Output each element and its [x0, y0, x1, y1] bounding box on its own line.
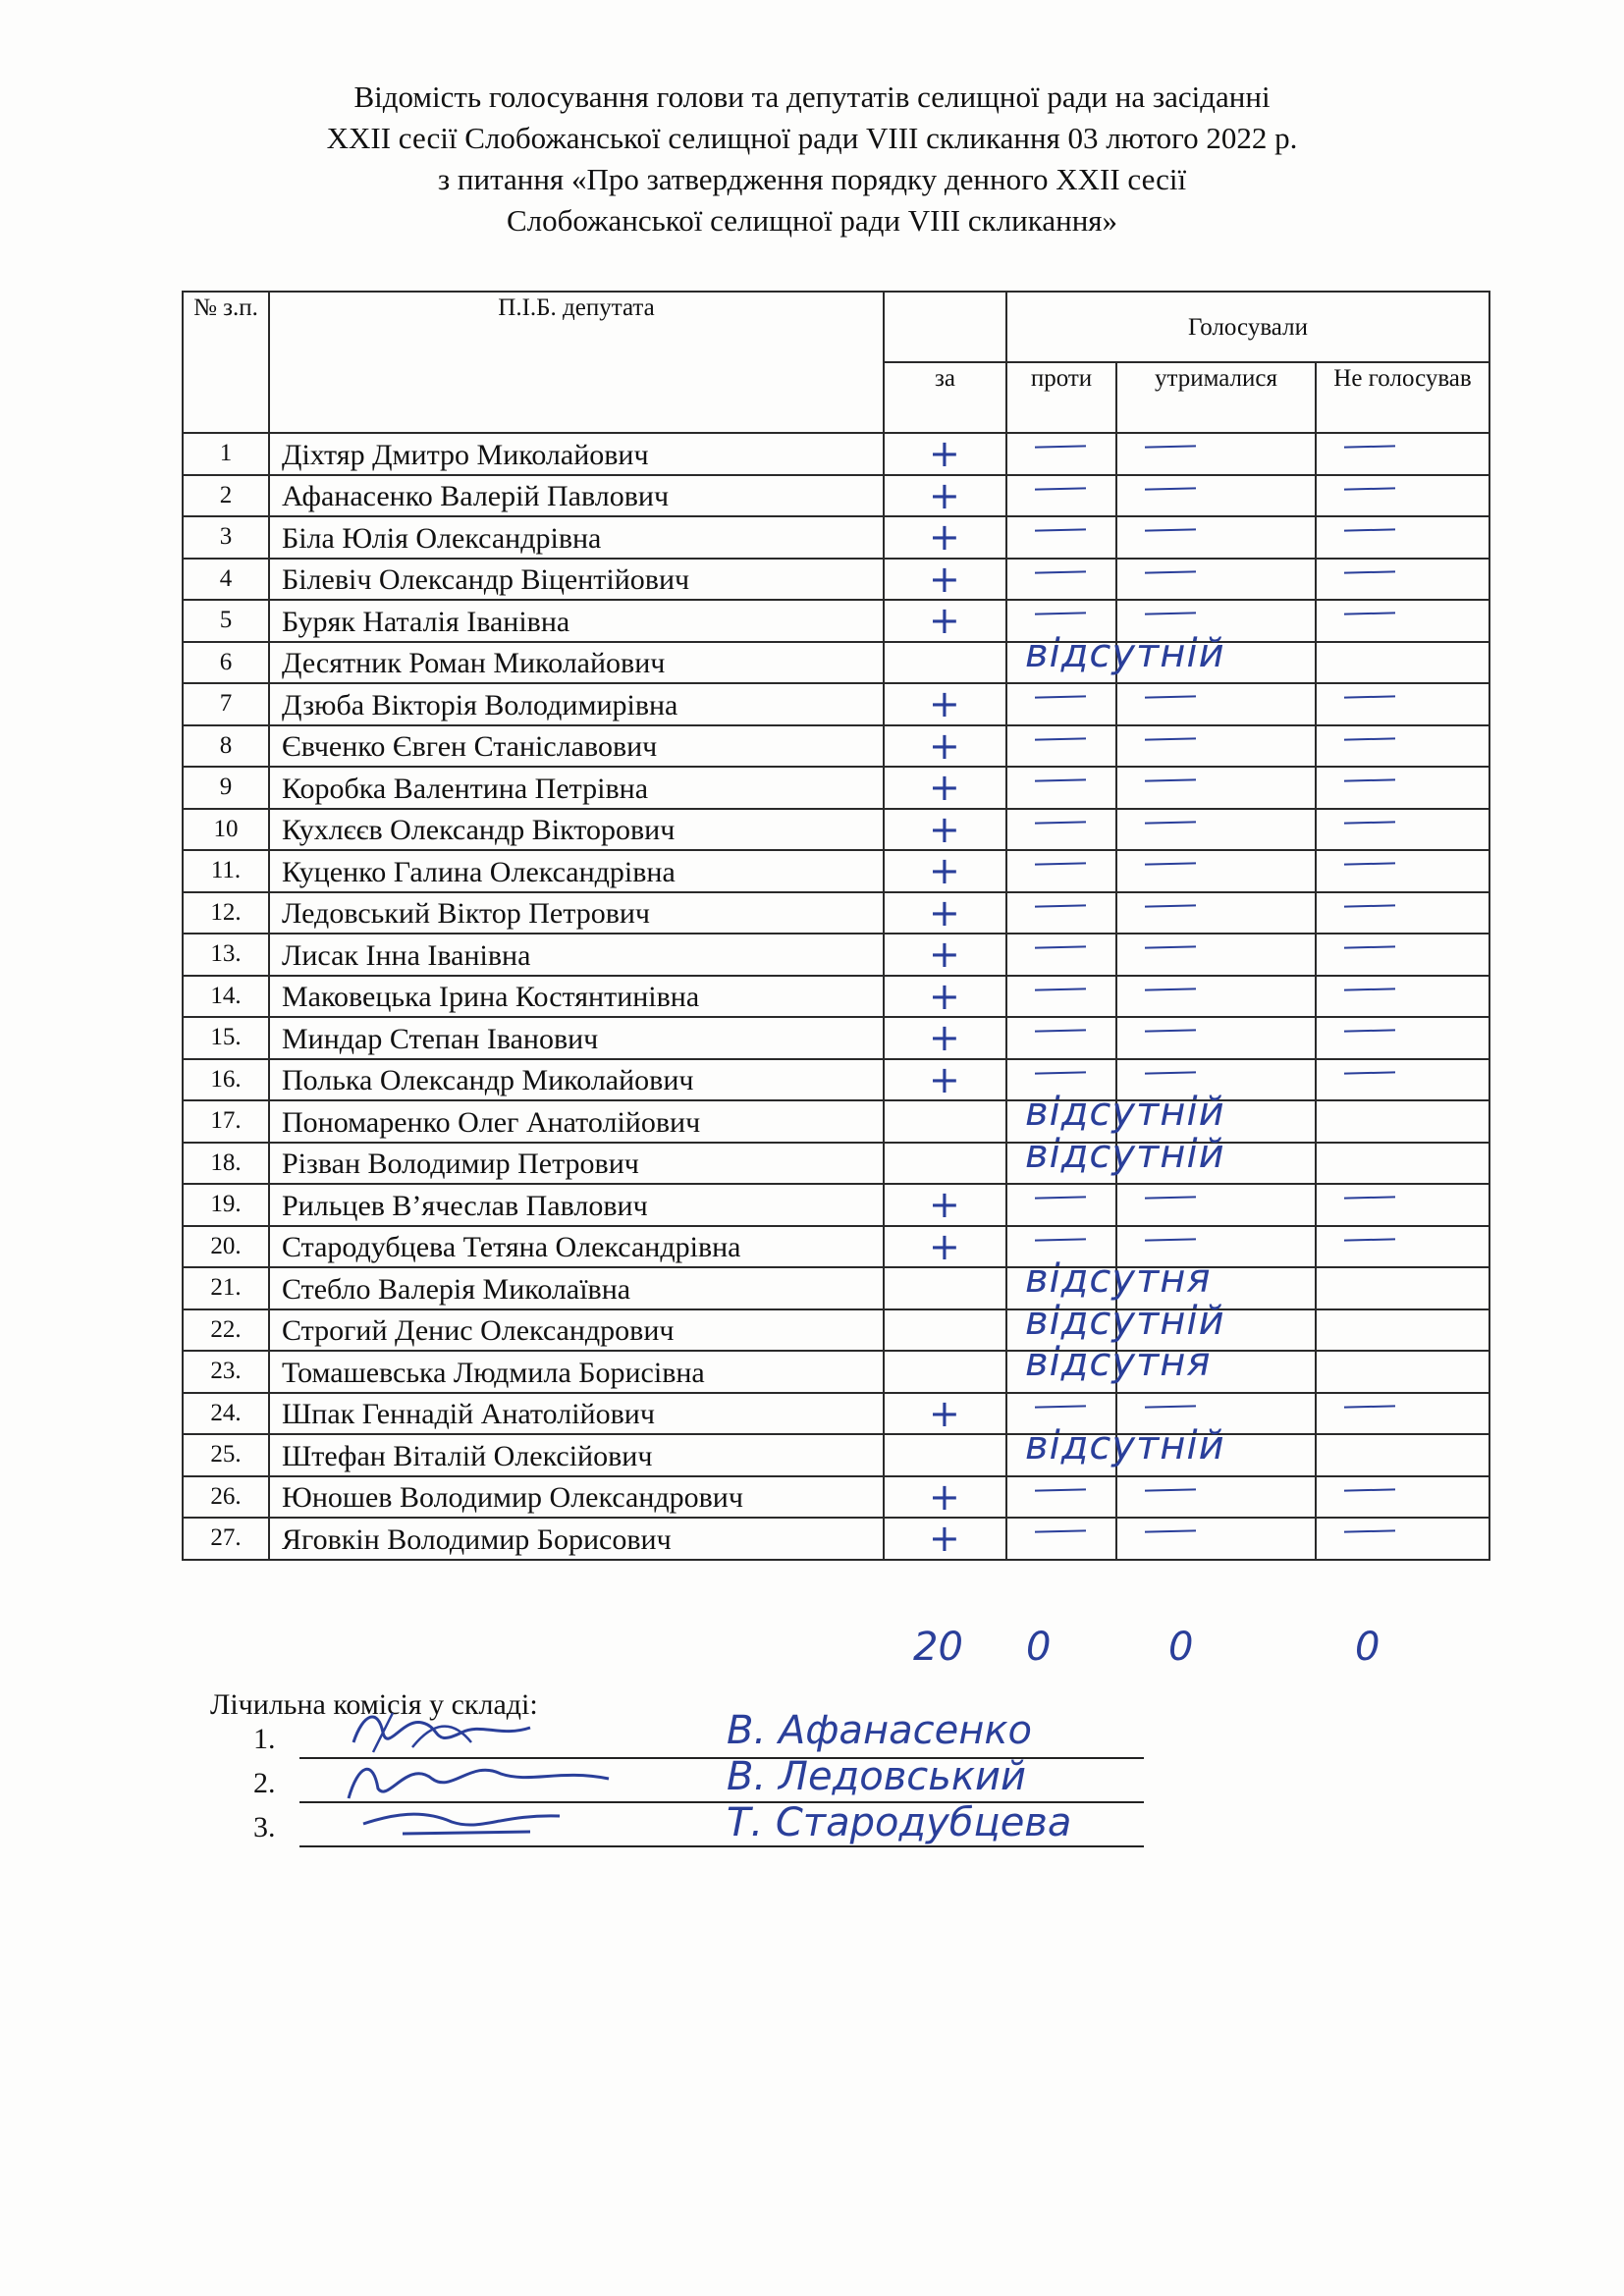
table-row	[183, 1434, 1489, 1476]
vote-ne-holosuvav	[1316, 1143, 1489, 1185]
dash-mark	[1035, 945, 1086, 948]
plus-mark: +	[929, 1016, 960, 1059]
deputy-name: Євченко Євген Станіславович	[269, 725, 884, 768]
vote-za	[884, 850, 1006, 892]
member-name: В. Ледовський	[727, 1754, 1026, 1799]
plus-mark: +	[929, 1224, 960, 1268]
vote-proty	[1006, 433, 1116, 475]
dash-mark	[1145, 612, 1196, 614]
vote-ne-holosuvav	[1316, 1476, 1489, 1519]
vote-ne-holosuvav	[1316, 850, 1489, 892]
plus-mark: +	[929, 1183, 960, 1226]
table-row	[183, 1267, 1489, 1309]
plus-mark: +	[929, 1057, 960, 1101]
vote-utrymalysia	[1116, 934, 1316, 976]
table-row	[183, 850, 1489, 892]
vote-utrymalysia	[1116, 642, 1316, 684]
vote-za	[884, 1393, 1006, 1435]
absent-note: відсутній	[1025, 1131, 1225, 1177]
vote-za	[884, 809, 1006, 851]
deputy-name: Миндар Степан Іванович	[269, 1017, 884, 1059]
row-number: 1	[183, 433, 269, 475]
plus-mark: +	[929, 1517, 960, 1560]
vote-utrymalysia	[1116, 1017, 1316, 1059]
dash-mark	[1344, 988, 1395, 990]
vote-ne-holosuvav	[1316, 725, 1489, 768]
dash-mark	[1344, 445, 1395, 448]
table-row	[183, 1184, 1489, 1226]
dash-mark	[1344, 528, 1395, 531]
vote-utrymalysia	[1116, 809, 1316, 851]
deputy-name: Різван Володимир Петрович	[269, 1143, 884, 1185]
dash-mark	[1344, 695, 1395, 698]
vote-za	[884, 1184, 1006, 1226]
absent-note: відсутня	[1025, 1256, 1212, 1302]
dash-mark	[1035, 1238, 1086, 1241]
vote-za	[884, 1518, 1006, 1560]
row-number: 25.	[183, 1434, 269, 1476]
total-utrymalysia: 0	[1168, 1625, 1194, 1670]
vote-proty	[1006, 809, 1116, 851]
vote-utrymalysia	[1116, 1351, 1316, 1393]
member-number: 3.	[253, 1811, 276, 1843]
table-row	[183, 1143, 1489, 1185]
dash-mark	[1344, 1238, 1395, 1241]
dash-mark	[1035, 737, 1086, 740]
dash-mark	[1035, 695, 1086, 698]
vote-ne-holosuvav	[1316, 683, 1489, 725]
commission-label: Лічильна комісія у складі:	[210, 1688, 538, 1721]
total-za: 20	[913, 1625, 963, 1670]
vote-proty	[1006, 1340, 1212, 1393]
row-number: 9	[183, 767, 269, 809]
total-proty: 0	[1026, 1625, 1052, 1670]
plus-mark: +	[929, 682, 960, 725]
table-row	[183, 1017, 1489, 1059]
plus-mark: +	[929, 933, 960, 976]
header-ne-holosuvav: Не голосував	[1316, 362, 1489, 433]
dash-mark	[1145, 1405, 1196, 1408]
table-row	[183, 1059, 1489, 1101]
row-number: 7	[183, 683, 269, 725]
dash-mark	[1145, 1029, 1196, 1032]
header-voted: Голосували	[1006, 292, 1489, 362]
dash-mark	[1035, 1405, 1086, 1408]
vote-utrymalysia	[1116, 725, 1316, 768]
vote-za	[884, 642, 1006, 684]
header-za: за	[884, 362, 1006, 433]
deputy-name: Дзюба Вікторія Володимирівна	[269, 683, 884, 725]
row-number: 23.	[183, 1351, 269, 1393]
deputy-name: Юношев Володимир Олександрович	[269, 1476, 884, 1519]
dash-mark	[1145, 695, 1196, 698]
vote-za	[884, 1226, 1006, 1268]
member-name: Т. Стародубцева	[727, 1800, 1072, 1845]
table-row	[183, 809, 1489, 851]
plus-mark: +	[929, 849, 960, 892]
vote-ne-holosuvav	[1316, 1267, 1489, 1309]
vote-ne-holosuvav	[1316, 1226, 1489, 1268]
vote-proty	[1006, 1476, 1116, 1519]
vote-proty	[1006, 850, 1116, 892]
vote-utrymalysia	[1116, 976, 1316, 1018]
voting-table	[182, 291, 1490, 1561]
plus-mark: +	[929, 723, 960, 768]
vote-proty	[1006, 516, 1116, 559]
table-row	[183, 683, 1489, 725]
member-name: В. Афанасенко	[727, 1708, 1032, 1753]
deputy-name: Кухлєєв Олександр Вікторович	[269, 809, 884, 851]
plus-mark: +	[929, 515, 960, 559]
vote-za	[884, 1017, 1006, 1059]
vote-ne-holosuvav	[1316, 1017, 1489, 1059]
deputy-name: Десятник Роман Миколайович	[269, 642, 884, 684]
vote-za	[884, 683, 1006, 725]
vote-proty	[1006, 559, 1116, 601]
table-row	[183, 600, 1489, 642]
vote-ne-holosuvav	[1316, 1434, 1489, 1476]
vote-ne-holosuvav	[1316, 1351, 1489, 1393]
dash-mark	[1035, 862, 1086, 865]
document-title	[0, 77, 1624, 241]
row-number: 13.	[183, 934, 269, 976]
dash-mark	[1035, 988, 1086, 990]
dash-mark	[1344, 487, 1395, 490]
row-number: 18.	[183, 1143, 269, 1185]
dash-mark	[1145, 445, 1196, 448]
vote-utrymalysia	[1116, 1434, 1316, 1476]
vote-ne-holosuvav	[1316, 892, 1489, 934]
title-line-2: XXII сесії Слобожанської селищної ради VIII скликання 03 лютого 2022 р.	[326, 121, 1298, 155]
row-number: 19.	[183, 1184, 269, 1226]
dash-mark	[1035, 612, 1086, 614]
table-row	[183, 1351, 1489, 1393]
absent-note: відсутня	[1025, 1340, 1212, 1385]
vote-utrymalysia	[1116, 559, 1316, 601]
vote-proty	[1006, 934, 1116, 976]
vote-za	[884, 767, 1006, 809]
vote-proty	[1006, 767, 1116, 809]
row-number: 5	[183, 600, 269, 642]
row-number: 15.	[183, 1017, 269, 1059]
vote-ne-holosuvav	[1316, 1518, 1489, 1560]
vote-za	[884, 1434, 1006, 1476]
dash-mark	[1035, 528, 1086, 531]
vote-za	[884, 516, 1006, 559]
dash-mark	[1145, 988, 1196, 990]
plus-mark: +	[929, 473, 960, 517]
vote-utrymalysia	[1116, 850, 1316, 892]
header-proty: проти	[1006, 362, 1116, 433]
vote-za	[884, 725, 1006, 768]
total-ne-holosuvav: 0	[1355, 1625, 1380, 1670]
vote-utrymalysia	[1116, 767, 1316, 809]
vote-za	[884, 1059, 1006, 1101]
vote-ne-holosuvav	[1316, 1059, 1489, 1101]
dash-mark	[1145, 1238, 1196, 1241]
dash-mark	[1344, 1071, 1395, 1074]
vote-ne-holosuvav	[1316, 1393, 1489, 1435]
deputy-name: Яговкін Володимир Борисович	[269, 1518, 884, 1560]
vote-proty	[1006, 630, 1225, 684]
table-row	[183, 1518, 1489, 1560]
dash-mark	[1145, 570, 1196, 573]
deputy-name: Томашевська Людмила Борисівна	[269, 1351, 884, 1393]
row-number: 21.	[183, 1267, 269, 1309]
deputy-name: Біла Юлія Олександрівна	[269, 516, 884, 559]
absent-note: відсутній	[1025, 630, 1225, 676]
vote-ne-holosuvav	[1316, 809, 1489, 851]
dash-mark	[1035, 1196, 1086, 1199]
plus-mark: +	[929, 599, 960, 642]
dash-mark	[1145, 1488, 1196, 1491]
title-line-3: з питання «Про затвердження порядку денного XXII сесії	[437, 162, 1187, 196]
deputy-name: Штефан Віталій Олексійович	[269, 1434, 884, 1476]
deputy-name: Стародубцева Тетяна Олександрівна	[269, 1226, 884, 1268]
deputy-name: Стебло Валерія Миколаївна	[269, 1267, 884, 1309]
table-row	[183, 433, 1489, 475]
vote-proty	[1006, 1423, 1225, 1476]
dash-mark	[1145, 778, 1196, 781]
dash-mark	[1145, 737, 1196, 740]
vote-proty	[1006, 1131, 1225, 1185]
deputy-name: Ледовський Віктор Петрович	[269, 892, 884, 934]
vote-za	[884, 559, 1006, 601]
vote-za	[884, 1351, 1006, 1393]
table-row	[183, 1393, 1489, 1435]
deputy-name: Маковецька Ірина Костянтинівна	[269, 976, 884, 1018]
table-row	[183, 475, 1489, 517]
dash-mark	[1145, 1071, 1196, 1074]
vote-ne-holosuvav	[1316, 767, 1489, 809]
row-number: 20.	[183, 1226, 269, 1268]
table-row	[183, 892, 1489, 934]
vote-utrymalysia	[1116, 683, 1316, 725]
vote-ne-holosuvav	[1316, 976, 1489, 1018]
plus-mark: +	[929, 807, 960, 851]
deputy-name: Лисак Інна Іванівна	[269, 934, 884, 976]
deputy-name: Пономаренко Олег Анатолійович	[269, 1100, 884, 1143]
row-number: 4	[183, 559, 269, 601]
row-number: 2	[183, 475, 269, 517]
vote-za	[884, 433, 1006, 475]
dash-mark	[1145, 862, 1196, 865]
dash-mark	[1344, 1196, 1395, 1199]
dash-mark	[1344, 737, 1395, 740]
table-row	[183, 1309, 1489, 1352]
dash-mark	[1344, 862, 1395, 865]
table-row	[183, 1226, 1489, 1268]
vote-za	[884, 1100, 1006, 1143]
vote-proty	[1006, 683, 1116, 725]
dash-mark	[1344, 778, 1395, 781]
vote-za	[884, 892, 1006, 934]
dash-mark	[1035, 1029, 1086, 1032]
table-row	[183, 725, 1489, 768]
deputy-name: Полька Олександр Миколайович	[269, 1059, 884, 1101]
member-number: 1.	[253, 1723, 276, 1755]
dash-mark	[1145, 528, 1196, 531]
row-number: 26.	[183, 1476, 269, 1519]
vote-proty	[1006, 892, 1116, 934]
title-line-1: Відомість голосування голови та депутатів селищної ради на засіданні	[353, 80, 1271, 114]
dash-mark	[1344, 570, 1395, 573]
dash-mark	[1035, 1529, 1086, 1532]
dash-mark	[1145, 821, 1196, 824]
plus-mark: +	[929, 557, 960, 601]
table-row	[183, 642, 1489, 684]
table-row	[183, 767, 1489, 809]
table-row	[183, 516, 1489, 559]
vote-proty	[1006, 725, 1116, 768]
vote-ne-holosuvav	[1316, 1100, 1489, 1143]
vote-ne-holosuvav	[1316, 475, 1489, 517]
vote-utrymalysia	[1116, 1518, 1316, 1560]
vote-utrymalysia	[1116, 892, 1316, 934]
vote-utrymalysia	[1116, 433, 1316, 475]
absent-note: відсутній	[1025, 1423, 1225, 1468]
deputy-name: Рильцев В’ячеслав Павлович	[269, 1184, 884, 1226]
deputy-name: Шпак Геннадій Анатолійович	[269, 1393, 884, 1435]
dash-mark	[1344, 904, 1395, 907]
dash-mark	[1145, 945, 1196, 948]
dash-mark	[1035, 570, 1086, 573]
table-row	[183, 559, 1489, 601]
vote-utrymalysia	[1116, 1476, 1316, 1519]
dash-mark	[1035, 778, 1086, 781]
row-number: 3	[183, 516, 269, 559]
dash-mark	[1035, 904, 1086, 907]
deputy-name: Буряк Наталія Іванівна	[269, 600, 884, 642]
vote-za	[884, 976, 1006, 1018]
row-number: 11.	[183, 850, 269, 892]
table-row	[183, 976, 1489, 1018]
dash-mark	[1035, 445, 1086, 448]
table-row	[183, 934, 1489, 976]
vote-ne-holosuvav	[1316, 559, 1489, 601]
header-blank	[884, 292, 1006, 362]
dash-mark	[1145, 1196, 1196, 1199]
dash-mark	[1344, 1405, 1395, 1408]
vote-za	[884, 475, 1006, 517]
dash-mark	[1344, 821, 1395, 824]
signature-3	[334, 1794, 589, 1848]
title-line-4: Слобожанської селищної ради VIII скликання»	[506, 203, 1118, 238]
header-num: № з.п.	[183, 292, 269, 433]
row-number: 16.	[183, 1059, 269, 1101]
vote-proty	[1006, 1518, 1116, 1560]
plus-mark: +	[929, 1474, 960, 1519]
deputy-name: Діхтяр Дмитро Миколайович	[269, 433, 884, 475]
vote-ne-holosuvav	[1316, 600, 1489, 642]
vote-ne-holosuvav	[1316, 934, 1489, 976]
vote-za	[884, 1143, 1006, 1185]
dash-mark	[1035, 1488, 1086, 1491]
absent-note: відсутній	[1025, 1298, 1225, 1344]
vote-utrymalysia	[1116, 516, 1316, 559]
dash-mark	[1035, 821, 1086, 824]
vote-utrymalysia	[1116, 1184, 1316, 1226]
dash-mark	[1344, 945, 1395, 948]
dash-mark	[1035, 1071, 1086, 1074]
vote-ne-holosuvav	[1316, 1309, 1489, 1352]
plus-mark: +	[929, 1391, 960, 1435]
absent-note: відсутній	[1025, 1090, 1225, 1135]
vote-utrymalysia	[1116, 1143, 1316, 1185]
deputy-name: Куценко Галина Олександрівна	[269, 850, 884, 892]
vote-za	[884, 1267, 1006, 1309]
vote-za	[884, 1476, 1006, 1519]
row-number: 17.	[183, 1100, 269, 1143]
deputy-name: Коробка Валентина Петрівна	[269, 767, 884, 809]
plus-mark: +	[929, 974, 960, 1018]
vote-za	[884, 1309, 1006, 1352]
table-row	[183, 1100, 1489, 1143]
plus-mark: +	[929, 432, 960, 475]
dash-mark	[1344, 1488, 1395, 1491]
header-utrymalysia: утрималися	[1116, 362, 1316, 433]
member-number: 2.	[253, 1767, 276, 1799]
header-name: П.І.Б. депутата	[269, 292, 884, 433]
table-row	[183, 1476, 1489, 1519]
deputy-name: Афанасенко Валерій Павлович	[269, 475, 884, 517]
dash-mark	[1344, 612, 1395, 614]
row-number: 10	[183, 809, 269, 851]
row-number: 6	[183, 642, 269, 684]
row-number: 14.	[183, 976, 269, 1018]
vote-ne-holosuvav	[1316, 433, 1489, 475]
vote-proty	[1006, 1184, 1116, 1226]
row-number: 12.	[183, 892, 269, 934]
vote-proty	[1006, 475, 1116, 517]
vote-za	[884, 934, 1006, 976]
dash-mark	[1145, 904, 1196, 907]
vote-proty	[1006, 976, 1116, 1018]
deputy-name: Строгий Денис Олександрович	[269, 1309, 884, 1352]
row-number: 27.	[183, 1518, 269, 1560]
dash-mark	[1145, 1529, 1196, 1532]
row-number: 24.	[183, 1393, 269, 1435]
row-number: 8	[183, 725, 269, 768]
vote-utrymalysia	[1116, 475, 1316, 517]
dash-mark	[1344, 1529, 1395, 1532]
vote-za	[884, 600, 1006, 642]
plus-mark: +	[929, 766, 960, 809]
dash-mark	[1344, 1029, 1395, 1032]
vote-ne-holosuvav	[1316, 642, 1489, 684]
vote-proty	[1006, 1017, 1116, 1059]
dash-mark	[1145, 487, 1196, 490]
vote-ne-holosuvav	[1316, 516, 1489, 559]
vote-ne-holosuvav	[1316, 1184, 1489, 1226]
row-number: 22.	[183, 1309, 269, 1352]
dash-mark	[1035, 487, 1086, 490]
deputy-name: Білевіч Олександр Віцентійович	[269, 559, 884, 601]
plus-mark: +	[929, 890, 960, 934]
